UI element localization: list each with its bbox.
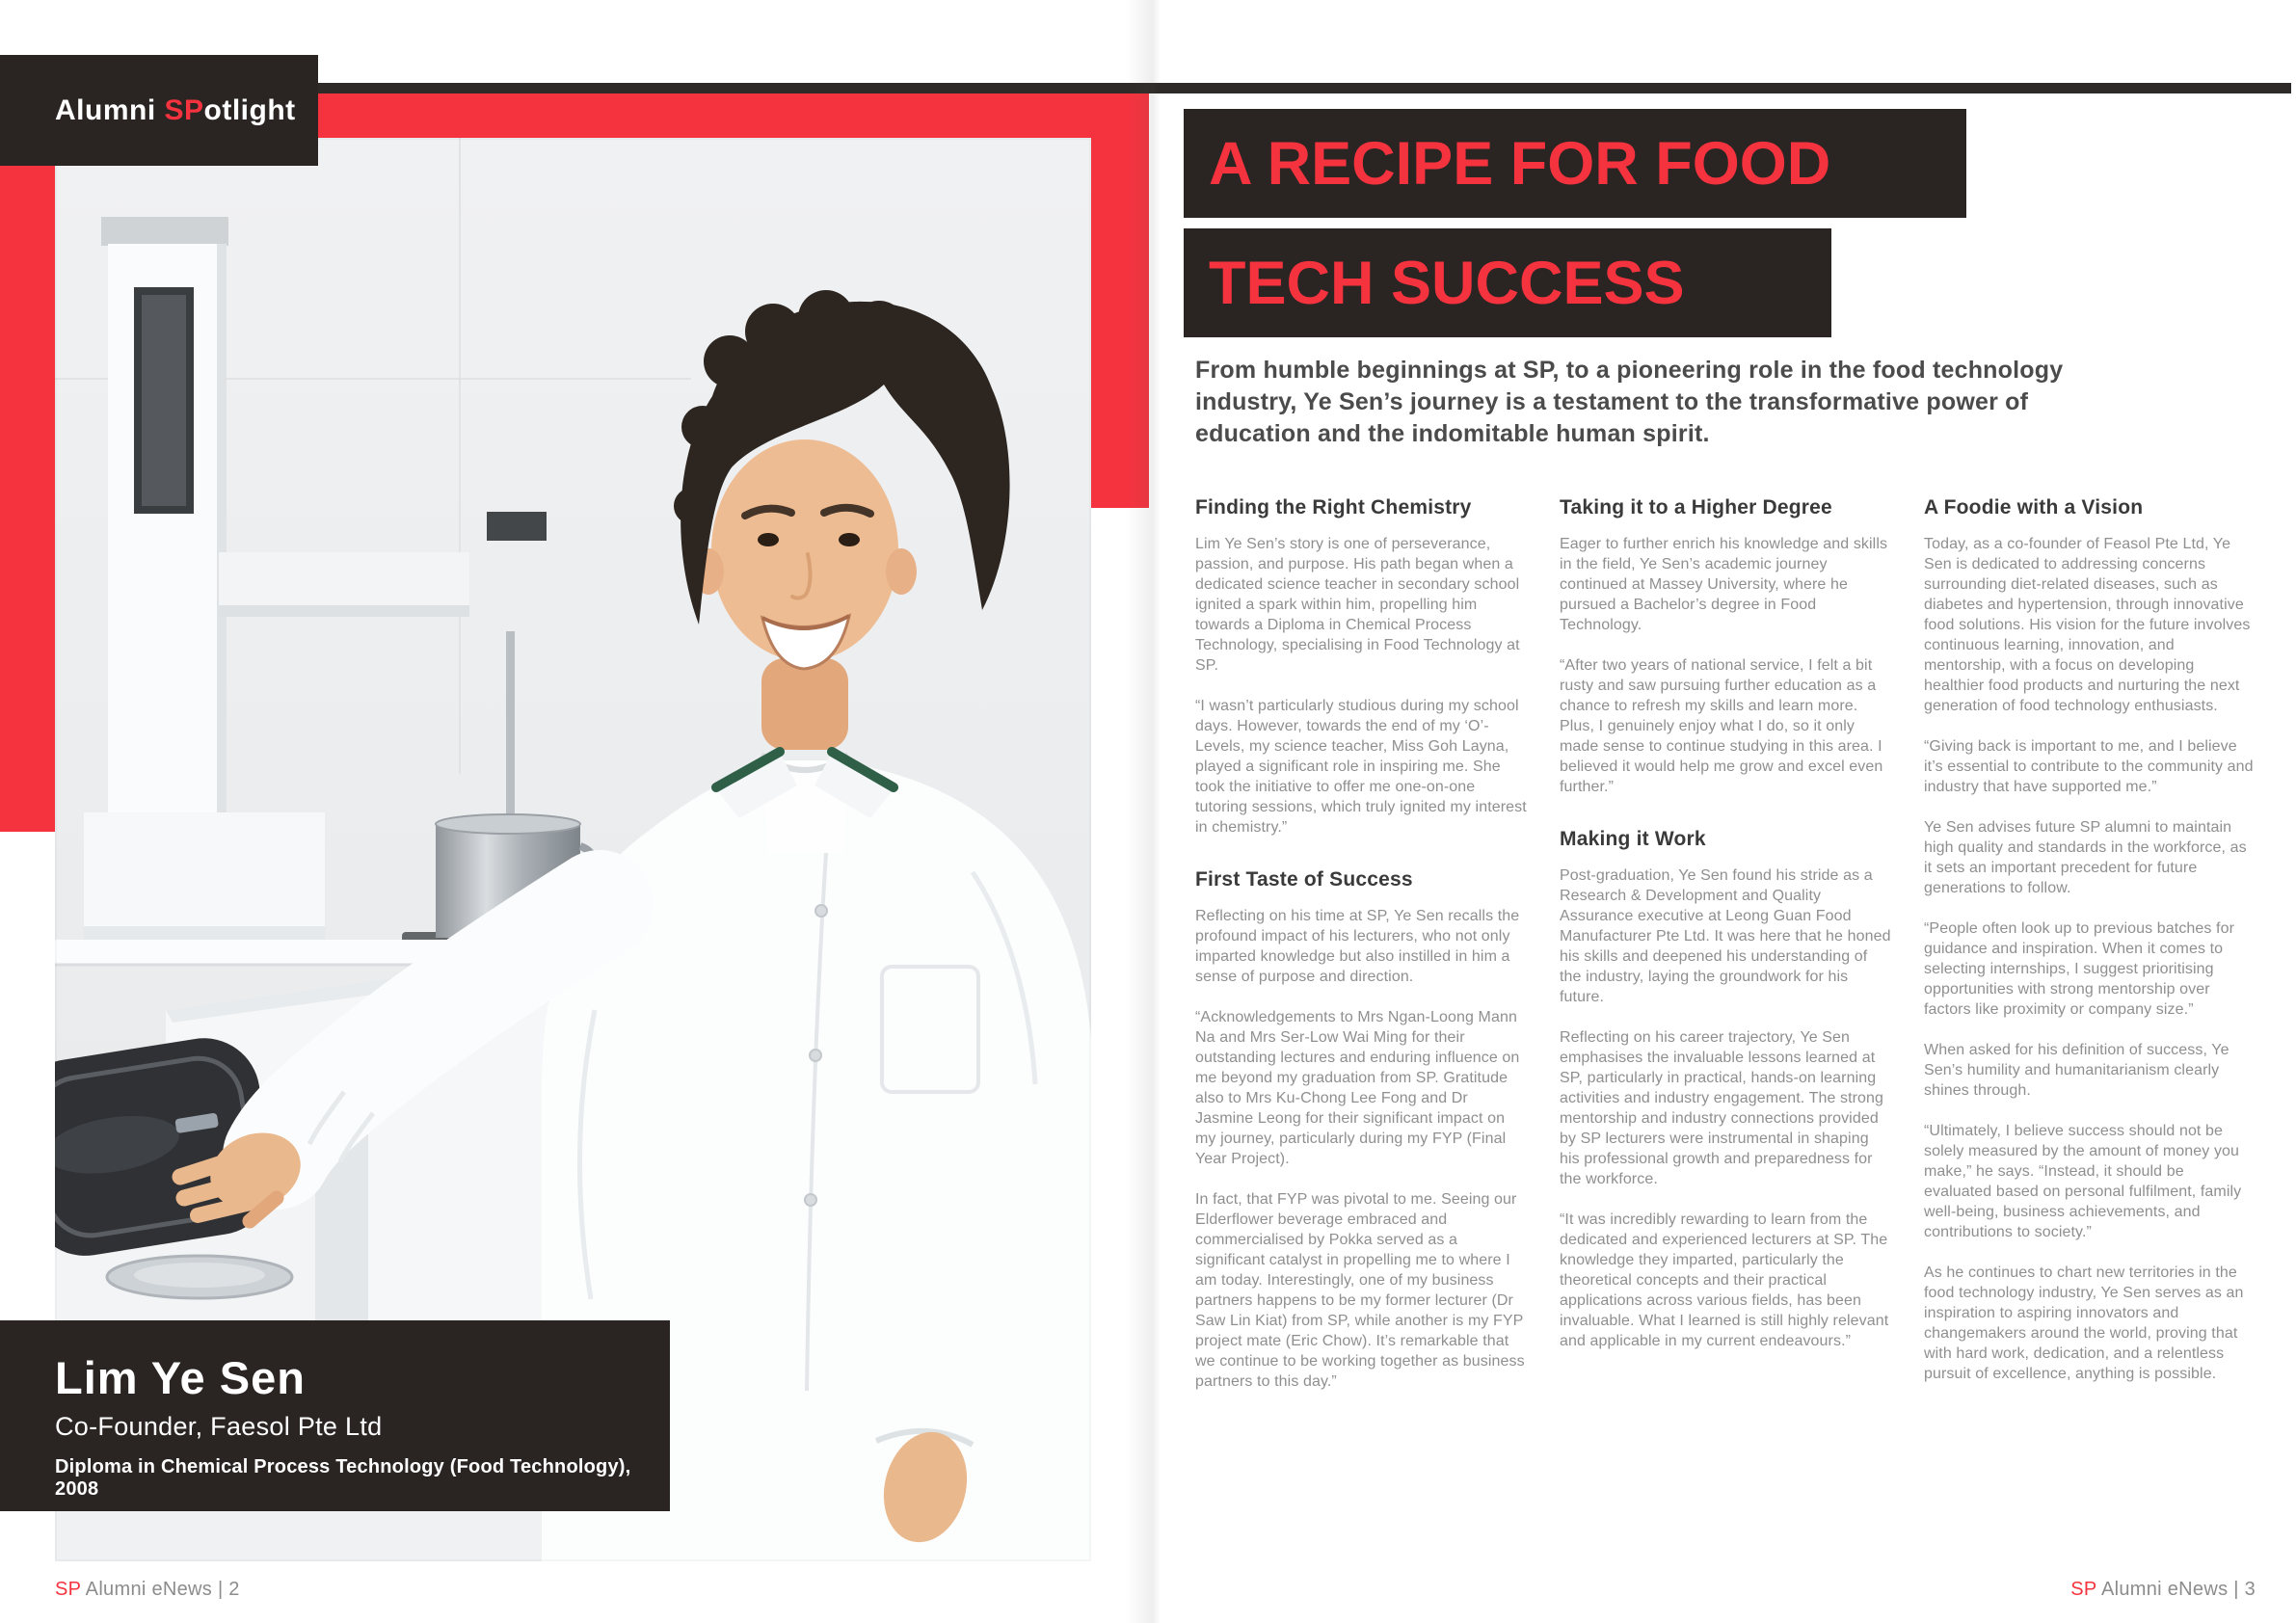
top-rule-line — [318, 83, 2291, 93]
tag-accent: SP — [164, 93, 204, 126]
red-left-strip — [0, 93, 55, 832]
body-paragraph: “People often look up to previous batches for guidance and inspiration. When it comes to selecting internships, I suggest prioritising opportunities with strong mentorship over factors like proximity or company size.” — [1924, 920, 2235, 1018]
page-footer-left — [55, 1579, 240, 1601]
body-paragraph: “Giving back is important to me, and I believe it’s essential to contribute to the community and industry that have supported me.” — [1924, 738, 2254, 795]
body-paragraph: “I wasn’t particularly studious during my school days. However, towards the end of my ‘O’-Levels, my science teacher, Miss Goh Layna, played a significant role in inspiring me. She took the initiative to offer me one-on-one tutoring sessions, which truly ignited my interest in chemistry.” — [1195, 698, 1527, 836]
section-tag — [0, 55, 318, 166]
body-paragraph: Ye Sen advises future SP alumni to maintain high quality and standards in the workforce, as it sets an important precedent for future generations to follow. — [1924, 819, 2247, 896]
body-paragraph: As he continues to chart new territories in the food technology industry, Ye Sen serves as an inspiration to aspiring innovators and changemakers around the world, proving that with hard work, dedication, and a relentless pursuit of excellence, anything is possible. — [1924, 1264, 2244, 1382]
brand-mark: SP — [55, 1579, 81, 1600]
title-text: TECH SUCCESS — [1209, 249, 1685, 317]
section-heading: Finding the Right Chemistry — [1195, 496, 1472, 519]
body-paragraph: Reflecting on his career trajectory, Ye Sen emphasises the invaluable lessons learned at SP, particularly in practical, hands-on learning activities and industry engagement. The strong mentorship and industry connections provided by SP lecturers were instrumental in shaping his professional growth and preparedness for the workforce. — [1560, 1029, 1884, 1187]
tag-post: otlight — [203, 93, 296, 126]
intro-line: education and the indomitable human spirit. — [1195, 420, 1710, 447]
caption-box — [0, 1320, 670, 1511]
body-paragraph: Reflecting on his time at SP, Ye Sen recalls the profound impact of his lecturers, who not only imparted knowledge but also instilled in him a sense of purpose and direction. — [1195, 908, 1520, 985]
article-column-3 — [1924, 496, 2256, 1412]
article-intro — [1195, 355, 2265, 450]
body-paragraph: Post-graduation, Ye Sen found his stride as a Research & Development and Quality Assurance executive at Leong Guan Food Manufacturer Pte Ltd. It was here that he honed his skills and deepened his understanding of the industry, laying the groundwork for his future. — [1560, 867, 1891, 1005]
footer-text: Alumni eNews | 3 — [2096, 1579, 2256, 1600]
intro-line: industry, Ye Sen’s journey is a testament to the transformative power of — [1195, 388, 2029, 415]
section-heading: A Foodie with a Vision — [1924, 496, 2144, 519]
article-column-1 — [1195, 496, 1527, 1412]
body-paragraph: When asked for his definition of success, Ye Sen’s humility and humanitarianism clearly shines through. — [1924, 1042, 2229, 1099]
person-qualification: Diploma in Chemical Process Technology (Food Technology), 2008 — [55, 1456, 631, 1500]
body-paragraph: “After two years of national service, I felt a bit rusty and saw pursuing further education as a chance to refresh my skills and learn more. Plus, I genuinely enjoy what I do, so it only made sense to continue studying in this area. I believed it would help me grow and excel even further.” — [1560, 657, 1883, 795]
page-footer-right — [2070, 1579, 2256, 1601]
article-column-2 — [1560, 496, 1891, 1412]
section-heading: Taking it to a Higher Degree — [1560, 496, 1832, 519]
section-tag-label — [55, 94, 296, 127]
tag-pre: Alumni — [55, 93, 165, 126]
section-heading: First Taste of Success — [1195, 868, 1413, 891]
article-title-line-1 — [1184, 109, 1966, 218]
article-columns — [1195, 496, 2256, 1412]
body-paragraph: “It was incredibly rewarding to learn from the dedicated and experienced lecturers at SP. The knowledge they imparted, particularly the theoretical concepts and their practical applications across various fields, has been invaluable. What I learned is still highly relevant and applicable in my current endeavours.” — [1560, 1211, 1889, 1349]
section-heading: Making it Work — [1560, 828, 1706, 850]
body-paragraph: Eager to further enrich his knowledge and skills in the field, Ye Sen’s academic journey continued at Massey University, where he pursued a Bachelor’s degree in Food Technology. — [1560, 536, 1888, 633]
red-fold-strip — [1091, 93, 1149, 508]
body-paragraph: “Ultimately, I believe success should not be solely measured by the amount of money you make,” he says. “Instead, it should be evaluated based on personal fulfilment, family well-being, business achievements, and contributions to society.” — [1924, 1123, 2242, 1240]
article-title-line-2 — [1184, 228, 1831, 337]
body-paragraph: Today, as a co-founder of Feasol Pte Ltd, Ye Sen is dedicated to addressing concerns surrounding diet-related diseases, such as diabetes and hypertension, through innovative food solutions. His vision for the future involves continuous learning, innovation, and mentorship, with a focus on developing healthier food products and nurturing the next generation of food technology enthusiasts. — [1924, 536, 2251, 714]
footer-text: Alumni eNews | 2 — [80, 1579, 240, 1600]
brand-mark: SP — [2070, 1579, 2097, 1600]
person-role: Co-Founder, Faesol Pte Ltd — [55, 1412, 383, 1441]
body-paragraph: Lim Ye Sen’s story is one of perseverance, passion, and purpose. His path began when a dedicated science teacher in secondary school ignited a spark within him, propelling him towards a Diploma in Chemical Process Technology, specialising in Food Technology at SP. — [1195, 536, 1520, 674]
body-paragraph: “Acknowledgements to Mrs Ngan-Loong Mann Na and Mrs Ser-Low Wai Ming for their outstanding lectures and enduring influence on me beyond my graduation from SP. Gratitude also to Mrs Ku-Chong Lee Fong and Dr Jasmine Leong for their significant impact on my journey, particularly during my FYP (Final Year Project). — [1195, 1009, 1520, 1167]
intro-line: From humble beginnings at SP, to a pioneering role in the food technology — [1195, 357, 2064, 384]
body-paragraph: In fact, that FYP was pivotal to me. Seeing our Elderflower beverage embraced and commercialised by Pokka served as a significant catalyst in propelling me to where I am today. Interestingly, one of my business partners happens to be my former lecturer (Dr Saw Lin Kiat) from SP, while another is my FYP project mate (Eric Chow). It’s remarkable that we continue to be working together as business partners to this day.” — [1195, 1191, 1525, 1390]
title-text: A RECIPE FOR FOOD — [1209, 129, 1831, 198]
person-name: Lim Ye Sen — [55, 1352, 306, 1403]
